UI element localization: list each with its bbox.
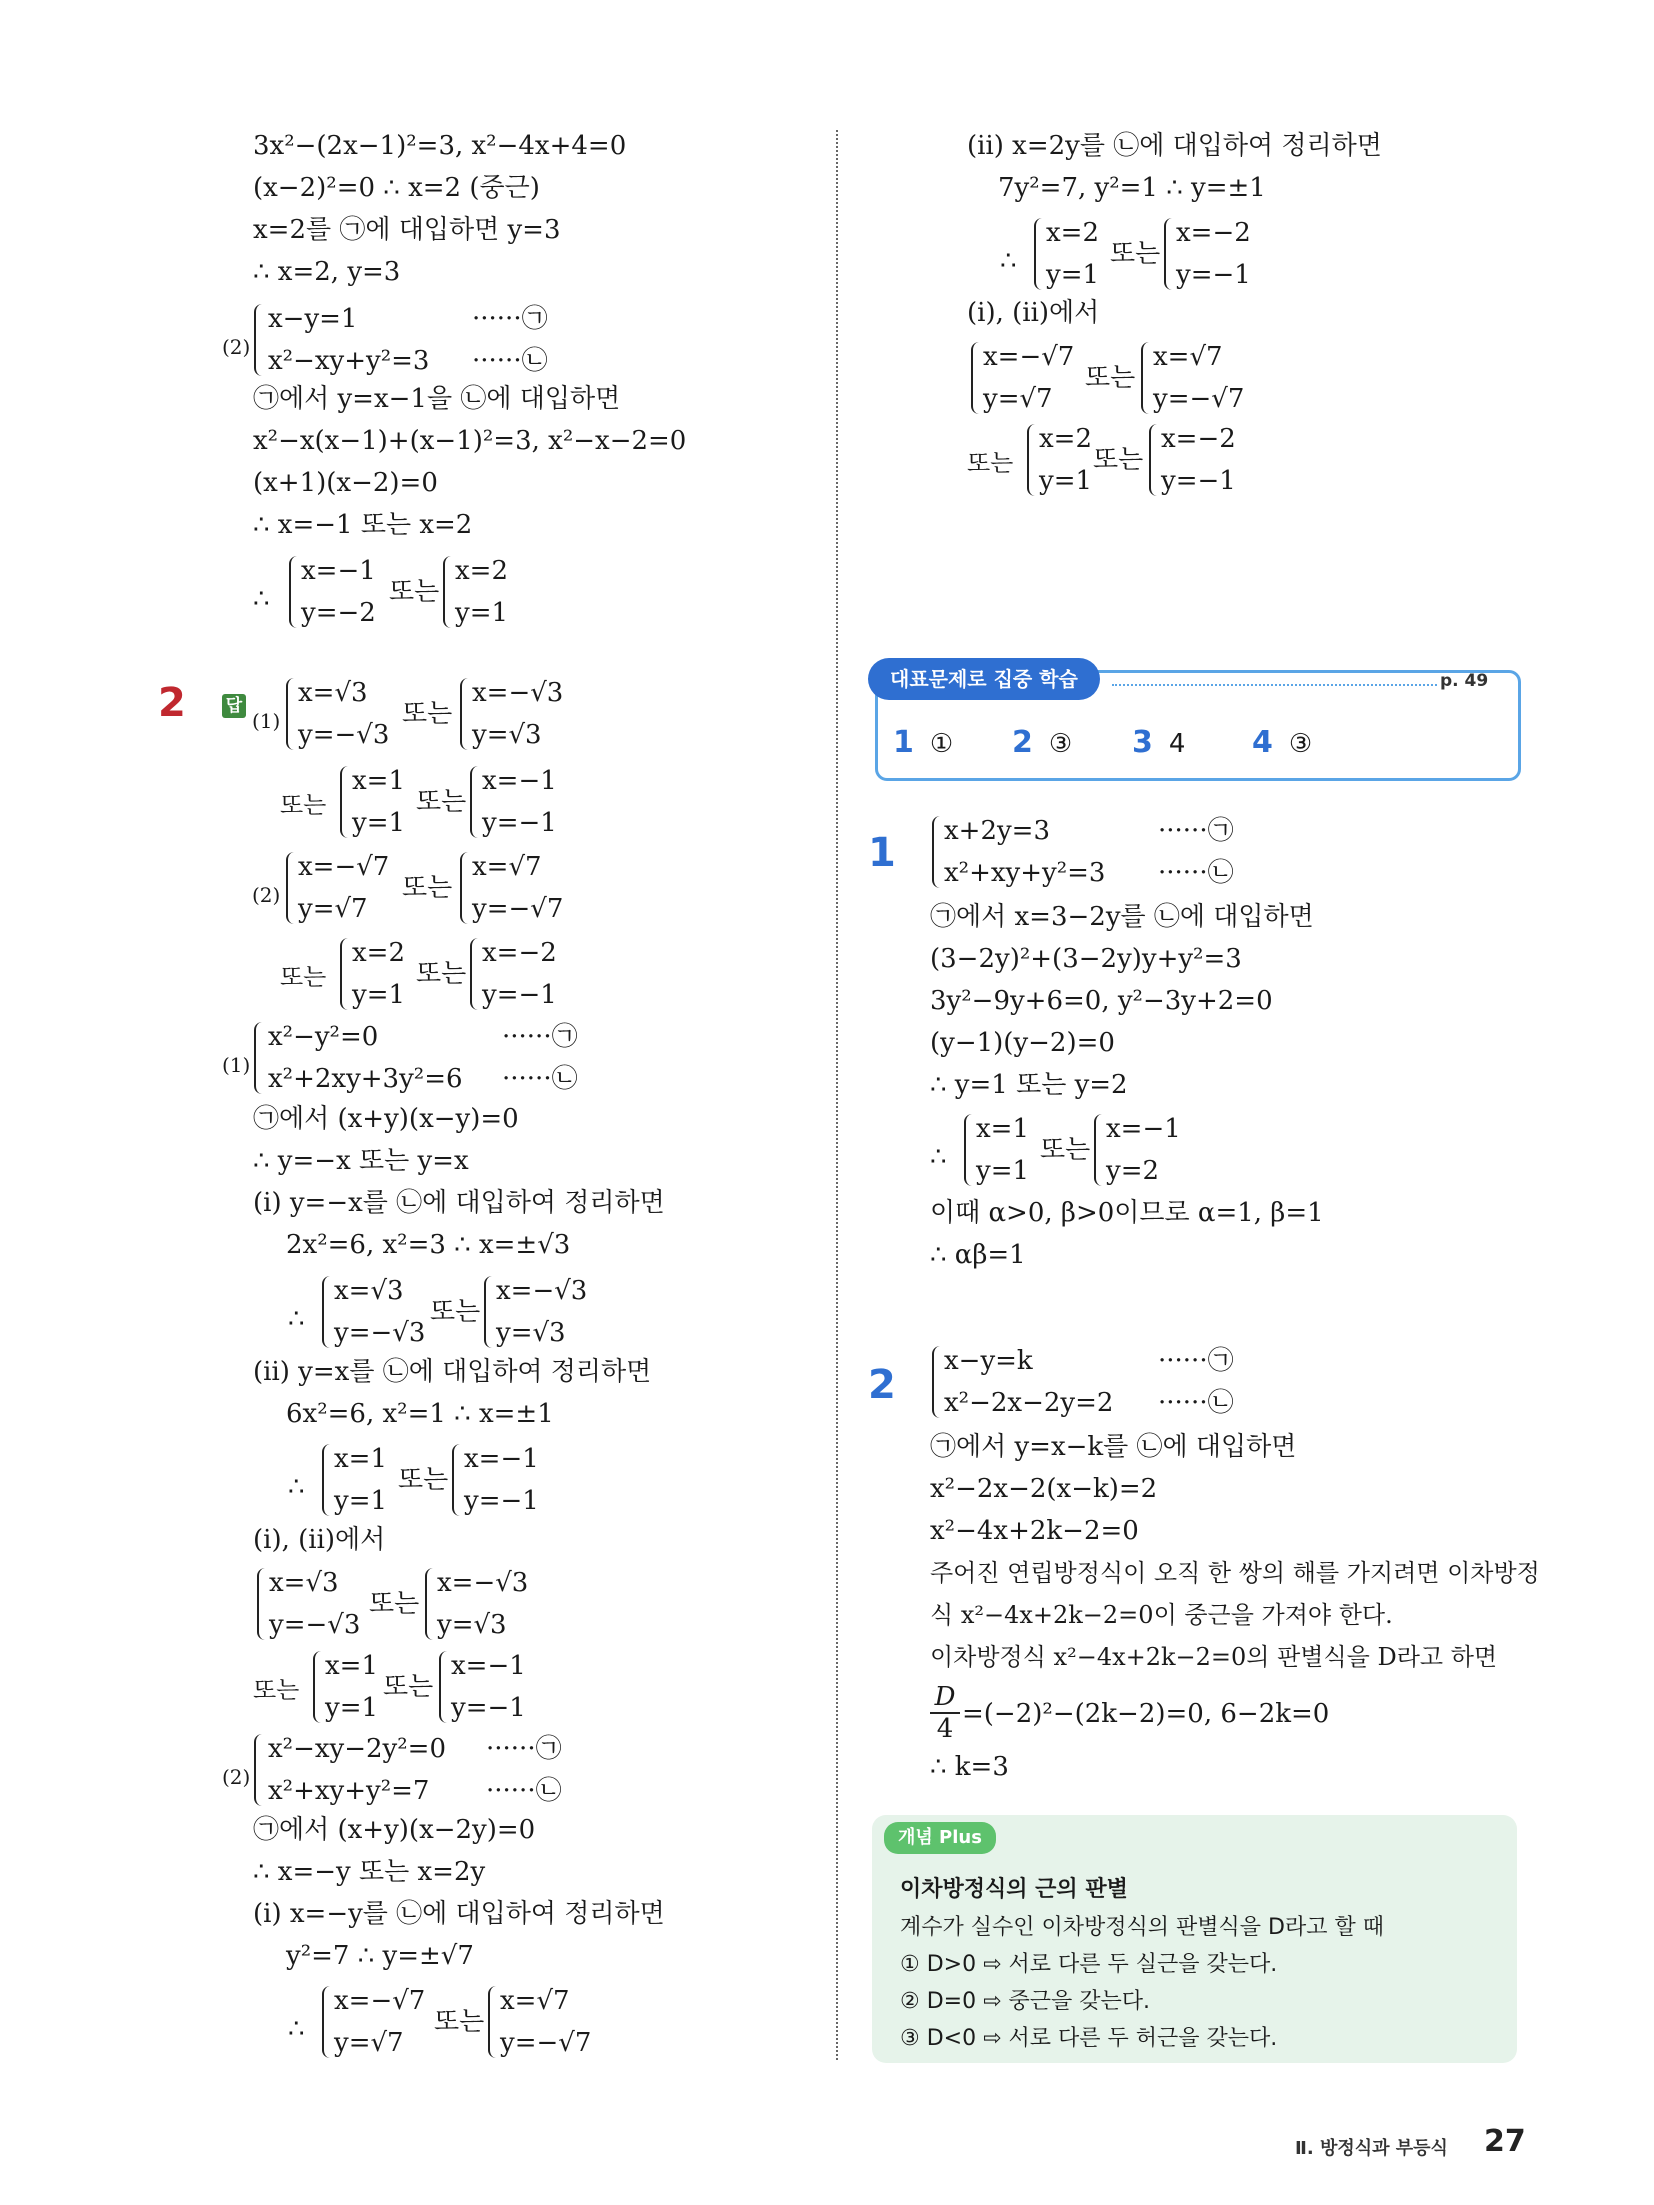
therefore: ∴ <box>1000 246 1017 276</box>
equation-system <box>928 810 1348 894</box>
equation-row: x=1 <box>352 766 405 796</box>
text-line: x²−x(x−1)+(x−1)²=3, x²−x−2=0 <box>253 426 687 456</box>
equation-row: y=1 <box>455 598 509 628</box>
equation-row: x=2 <box>455 556 508 586</box>
equation-row: x²−xy−2y²=0 <box>268 1734 446 1764</box>
text-line: (3−2y)²+(3−2y)y+y²=3 <box>930 944 1242 974</box>
or-word: 또는 <box>1093 445 1144 475</box>
or-word: 또는 <box>253 1676 300 1704</box>
brace <box>254 304 266 376</box>
brace <box>932 1346 944 1418</box>
brace <box>460 852 472 924</box>
equation-system <box>222 1016 642 1100</box>
fraction-denominator: 4 <box>936 1714 954 1744</box>
brace <box>1094 1114 1106 1186</box>
equation-row: y=√7 <box>983 384 1053 414</box>
text-line: 3y²−9y+6=0, y²−3y+2=0 <box>930 986 1273 1016</box>
equation-row: x=√7 <box>1153 342 1223 372</box>
concept-line: ② D=0 ⇨ 중근을 갖는다. <box>900 1989 1151 2014</box>
equation-row: y=1 <box>1039 466 1093 496</box>
text-line: (ⅰ) y=−x를 ㉡에 대입하여 정리하면 <box>253 1188 665 1218</box>
equation-row: x=√3 <box>298 678 368 708</box>
brace <box>964 1114 976 1186</box>
problem-number: 1 <box>868 830 896 876</box>
concept-title: 이차방정식의 근의 판별 <box>900 1877 1128 1902</box>
brace <box>1149 424 1161 496</box>
text-line: (ⅰ), (ⅱ)에서 <box>253 1525 386 1555</box>
therefore: ∴ <box>253 584 270 614</box>
text-line: y²=7 ∴ y=±√7 <box>286 1941 474 1971</box>
solution-pair <box>930 1108 1250 1192</box>
text-line: (ⅰ), (ⅱ)에서 <box>967 298 1100 328</box>
or-word: 또는 <box>398 1465 449 1495</box>
brace <box>286 852 298 924</box>
brace <box>1164 218 1176 290</box>
therefore: ∴ <box>288 2014 305 2044</box>
equation-tag: ······㉡ <box>502 1064 578 1094</box>
answer-item <box>1132 725 1185 760</box>
equation-tag: ······㉡ <box>1158 858 1234 888</box>
text-line: ㉠에서 (x+y)(x−2y)=0 <box>253 1815 536 1845</box>
or-word: 또는 <box>402 699 453 729</box>
text-line: (x+1)(x−2)=0 <box>253 468 438 498</box>
equation-tag: ······㉡ <box>1158 1388 1234 1418</box>
solution-pair <box>967 336 1307 420</box>
equation-row: x=√3 <box>269 1568 339 1598</box>
brace <box>254 1022 266 1094</box>
answer-value: ③ <box>1288 729 1313 759</box>
chapter-title: Ⅱ. 방정식과 부등식 <box>1295 2138 1448 2159</box>
equation-row: x=2 <box>1046 218 1099 248</box>
text-line: x²−4x+2k−2=0 <box>930 1516 1139 1546</box>
text-line: =(−2)²−(2k−2)=0, 6−2k=0 <box>962 1699 1330 1729</box>
equation-row: y=1 <box>352 980 406 1010</box>
equation-row: y=−2 <box>301 598 376 628</box>
brace <box>452 1444 464 1516</box>
text-line: ∴ k=3 <box>930 1752 1009 1782</box>
brace <box>484 1276 496 1348</box>
part-label: (1) <box>222 1053 251 1077</box>
equation-system <box>222 298 642 382</box>
or-word: 또는 <box>1040 1135 1091 1165</box>
equation-tag: ······㉡ <box>486 1776 562 1806</box>
brace <box>460 678 472 750</box>
equation-row: x=−2 <box>482 938 557 968</box>
solution-pair <box>253 1645 573 1729</box>
answer-item <box>1252 725 1312 760</box>
equation-row: y=−1 <box>482 808 557 838</box>
equation-tag: ······㉠ <box>502 1022 578 1052</box>
text-line: (x−2)²=0 ∴ x=2 (중근) <box>253 173 540 203</box>
text-line: ㉠에서 (x+y)(x−y)=0 <box>253 1104 519 1134</box>
text-line: ∴ x=2, y=3 <box>253 257 401 287</box>
part-label: (2) <box>222 1765 251 1789</box>
problem-number: 2 <box>868 1362 896 1408</box>
equation-row: y=√3 <box>472 720 542 750</box>
part-label: (2) <box>252 883 281 907</box>
equation-row: y=−√7 <box>500 2028 592 2058</box>
concept-line: 계수가 실수인 이차방정식의 판별식을 D라고 할 때 <box>900 1915 1384 1940</box>
problem-number: 2 <box>158 680 186 726</box>
page-reference: p. 49 <box>1440 671 1489 691</box>
brace <box>254 1734 266 1806</box>
equation-row: y=−1 <box>1161 466 1236 496</box>
equation-row: y=−√7 <box>472 894 564 924</box>
equation-row: y=−1 <box>464 1486 539 1516</box>
equation-row: y=√7 <box>298 894 368 924</box>
equation-row: y=1 <box>976 1156 1030 1186</box>
equation-row: y=1 <box>334 1486 388 1516</box>
equation-tag: ······㉠ <box>486 1734 562 1764</box>
text-line: 2x²=6, x²=3 ∴ x=±√3 <box>286 1230 571 1260</box>
brace <box>257 1568 269 1640</box>
fraction-numerator: D <box>930 1682 960 1714</box>
equation-system <box>928 1340 1348 1424</box>
text-line: ∴ x=−1 또는 x=2 <box>253 510 473 540</box>
text-line: (y−1)(y−2)=0 <box>930 1028 1115 1058</box>
equation-tag: ······㉠ <box>1158 816 1234 846</box>
solution-pair <box>253 1562 573 1646</box>
equation-row: x=−1 <box>1106 1114 1181 1144</box>
equation-row: x=−1 <box>301 556 376 586</box>
or-word: 또는 <box>1085 363 1136 393</box>
brace <box>289 556 301 628</box>
or-word: 또는 <box>280 963 327 991</box>
or-word: 또는 <box>430 1297 481 1327</box>
equation-row: y=√3 <box>496 1318 566 1348</box>
equation-tag: ······㉡ <box>472 346 548 376</box>
brace <box>1141 342 1153 414</box>
therefore: ∴ <box>930 1142 947 1172</box>
solution-pair <box>288 1980 628 2064</box>
equation-row: x²+xy+y²=3 <box>944 858 1106 888</box>
equation-row: x=2 <box>352 938 405 968</box>
equation-row: x=√7 <box>500 1986 570 2016</box>
page-number: 27 <box>1484 2124 1526 2159</box>
equation-row: x²−2x−2y=2 <box>944 1388 1114 1418</box>
text-line: (ⅰ) x=−y를 ㉡에 대입하여 정리하면 <box>253 1899 665 1929</box>
equation-row: y=−√3 <box>334 1318 426 1348</box>
equation-system <box>222 1728 642 1812</box>
equation-row: y=2 <box>1106 1156 1160 1186</box>
equation-row: y=−√3 <box>298 720 390 750</box>
text-line: ∴ y=−x 또는 y=x <box>253 1146 469 1176</box>
equation-row: y=−1 <box>1176 260 1251 290</box>
equation-row: x²+xy+y²=7 <box>268 1776 430 1806</box>
brace <box>322 1276 334 1348</box>
answer-number: 2 <box>1012 725 1033 760</box>
brace <box>443 556 455 628</box>
text-line: 이차방정식 x²−4x+2k−2=0의 판별식을 D라고 하면 <box>930 1643 1498 1671</box>
or-word: 또는 <box>369 1589 420 1619</box>
equation-row: y=1 <box>1046 260 1100 290</box>
brace <box>439 1651 451 1723</box>
equation-row: x=√7 <box>472 852 542 882</box>
or-word: 또는 <box>402 873 453 903</box>
equation-row: x−y=k <box>944 1346 1033 1376</box>
equation-row: x=−√7 <box>983 342 1075 372</box>
or-word: 또는 <box>434 2007 485 2037</box>
equation-row: x=−√3 <box>472 678 564 708</box>
equation-row: x²−y²=0 <box>268 1022 379 1052</box>
text-line: (ⅱ) x=2y를 ㉡에 대입하여 정리하면 <box>967 131 1382 161</box>
equation-row: x²−xy+y²=3 <box>268 346 430 376</box>
column-divider <box>836 130 838 2060</box>
equation-row: x=1 <box>976 1114 1029 1144</box>
or-word: 또는 <box>416 787 467 817</box>
text-line: ∴ x=−y 또는 x=2y <box>253 1857 486 1887</box>
solution-pair <box>288 1438 608 1522</box>
text-line: 3x²−(2x−1)²=3, x²−4x+4=0 <box>253 131 627 161</box>
equation-row: x=−2 <box>1176 218 1251 248</box>
answer-box-title: 대표문제로 집중 학습 <box>868 658 1100 700</box>
text-line: 식 x²−4x+2k−2=0이 중근을 가져야 한다. <box>930 1601 1393 1629</box>
answer-item <box>893 725 953 760</box>
brace <box>340 938 352 1010</box>
equation-row: x²+2xy+3y²=6 <box>268 1064 463 1094</box>
brace <box>1034 218 1046 290</box>
equation-row: x=−√7 <box>334 1986 426 2016</box>
text-line: (ⅱ) y=x를 ㉡에 대입하여 정리하면 <box>253 1357 652 1387</box>
concept-line: ③ D<0 ⇨ 서로 다른 두 허근을 갖는다. <box>900 2026 1278 2051</box>
solution-pair <box>288 1270 608 1354</box>
equation-row: x=−1 <box>482 766 557 796</box>
answer-number: 3 <box>1132 725 1153 760</box>
or-word: 또는 <box>383 1672 434 1702</box>
answer-item <box>1012 725 1072 760</box>
brace <box>286 678 298 750</box>
or-word: 또는 <box>389 577 440 607</box>
therefore: ∴ <box>288 1304 305 1334</box>
text-line: ㉠에서 y=x−k를 ㉡에 대입하면 <box>930 1432 1297 1462</box>
brace <box>932 816 944 888</box>
or-word: 또는 <box>416 959 467 989</box>
text-line: 이때 α>0, β>0이므로 α=1, β=1 <box>930 1198 1324 1228</box>
answer-number: 4 <box>1252 725 1273 760</box>
equation-row: x=1 <box>325 1651 378 1681</box>
equation-row: y=√3 <box>437 1610 507 1640</box>
or-word: 또는 <box>1110 239 1161 269</box>
solution-pair <box>252 672 592 756</box>
solution-pair <box>253 550 553 634</box>
text-line: ㉠에서 x=3−2y를 ㉡에 대입하면 <box>930 902 1314 932</box>
dotted-rule <box>1112 684 1437 686</box>
equation-row: x=−√3 <box>437 1568 529 1598</box>
equation-row: x+2y=3 <box>944 816 1051 846</box>
text-line: x=2를 ㉠에 대입하면 y=3 <box>253 215 561 245</box>
equation-row: x=1 <box>334 1444 387 1474</box>
equation-row: y=−1 <box>482 980 557 1010</box>
equation-row: y=−√7 <box>1153 384 1245 414</box>
brace <box>425 1568 437 1640</box>
brace <box>322 1444 334 1516</box>
concept-plus-tag: 개념 Plus <box>884 1822 996 1854</box>
or-word: 또는 <box>967 449 1014 477</box>
solution-pair <box>967 418 1287 502</box>
equation-row: x=−1 <box>451 1651 526 1681</box>
or-word: 또는 <box>280 791 327 819</box>
brace <box>470 938 482 1010</box>
equation-row: y=−√3 <box>269 1610 361 1640</box>
text-line: ∴ αβ=1 <box>930 1240 1026 1270</box>
answer-value: 4 <box>1168 729 1186 759</box>
fraction <box>930 1682 960 1744</box>
solution-pair <box>252 846 592 930</box>
brace <box>1027 424 1039 496</box>
solution-pair <box>280 760 600 844</box>
solution-pair <box>280 932 600 1016</box>
brace <box>340 766 352 838</box>
answer-value: ③ <box>1048 729 1073 759</box>
answer-value: ① <box>929 729 954 759</box>
equation-row: x=2 <box>1039 424 1092 454</box>
text-line: 주어진 연립방정식이 오직 한 쌍의 해를 가지려면 이차방정 <box>930 1559 1540 1587</box>
equation-row: x=−√3 <box>496 1276 588 1306</box>
text-line: 6x²=6, x²=1 ∴ x=±1 <box>286 1399 554 1429</box>
equation-row: y=√7 <box>334 2028 404 2058</box>
brace <box>488 1986 500 2058</box>
brace <box>971 342 983 414</box>
equation-row: x=−2 <box>1161 424 1236 454</box>
text-line: ∴ y=1 또는 y=2 <box>930 1070 1128 1100</box>
part-label: (1) <box>252 709 281 733</box>
equation-row: y=1 <box>352 808 406 838</box>
text-line: ㉠에서 y=x−1을 ㉡에 대입하면 <box>253 384 621 414</box>
equation-row: y=1 <box>325 1693 379 1723</box>
solution-pair <box>1000 212 1320 296</box>
brace <box>313 1651 325 1723</box>
answer-number: 1 <box>893 725 914 760</box>
equation-row: x=√3 <box>334 1276 404 1306</box>
equation-row: x=−1 <box>464 1444 539 1474</box>
answer-badge: 답 <box>222 694 246 718</box>
equation-tag: ······㉠ <box>472 304 548 334</box>
part-label: (2) <box>222 335 251 359</box>
text-line: 7y²=7, y²=1 ∴ y=±1 <box>998 173 1266 203</box>
equation-row: x−y=1 <box>268 304 358 334</box>
brace <box>470 766 482 838</box>
equation-row: y=−1 <box>451 1693 526 1723</box>
equation-tag: ······㉠ <box>1158 1346 1234 1376</box>
equation-row: x=−√7 <box>298 852 390 882</box>
text-line: x²−2x−2(x−k)=2 <box>930 1474 1158 1504</box>
concept-line: ① D>0 ⇨ 서로 다른 두 실근을 갖는다. <box>900 1952 1278 1977</box>
brace <box>322 1986 334 2058</box>
therefore: ∴ <box>288 1472 305 1502</box>
